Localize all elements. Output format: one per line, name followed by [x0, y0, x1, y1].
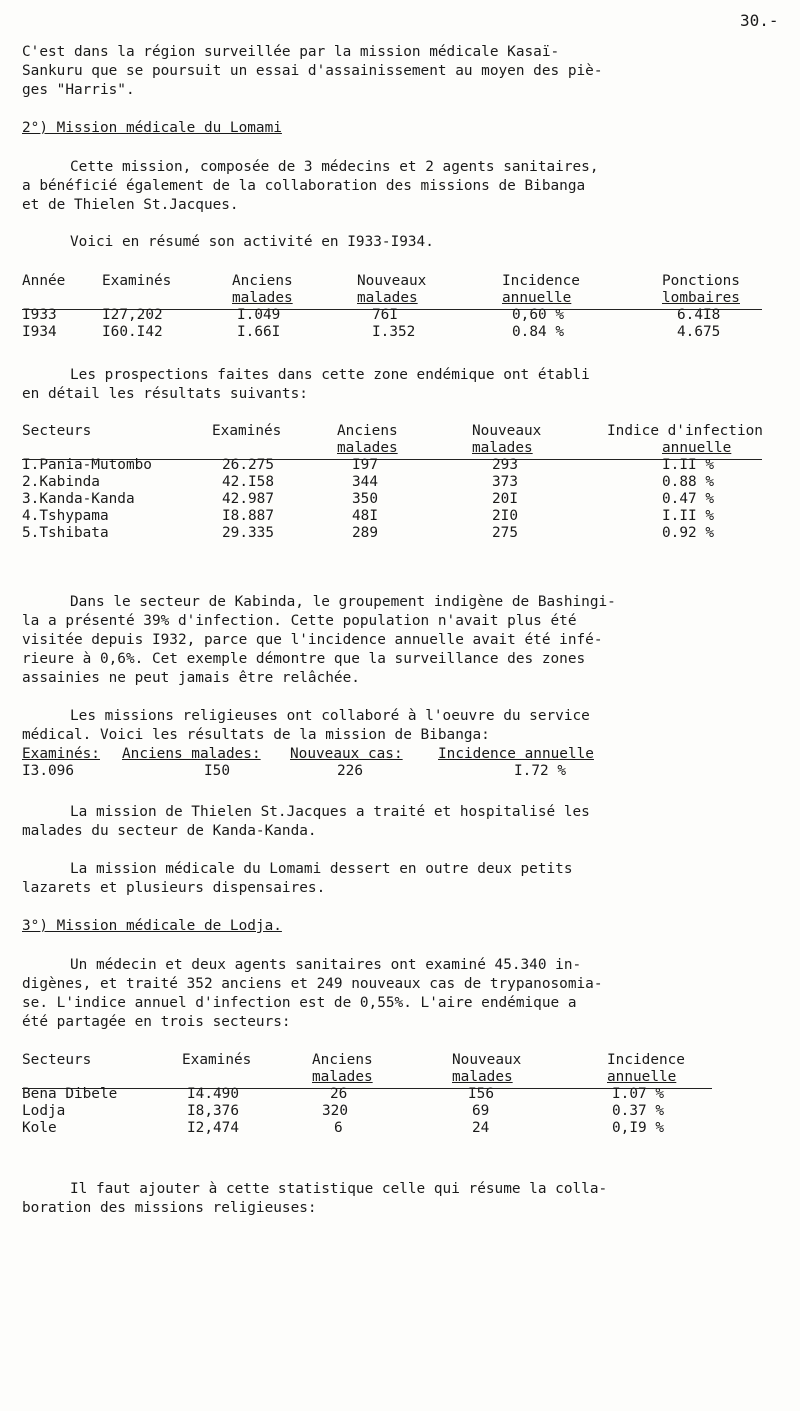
t1-h-examines: Examinés — [102, 273, 172, 289]
para5-line4: rieure à 0,6%. Cet exemple démontre que la surveillance des zones — [22, 651, 586, 667]
t1-h2-nouveaux: malades — [357, 290, 418, 306]
t2-r2-examines: 42.I58 — [222, 474, 274, 490]
t2-h-nouveaux: Nouveaux — [472, 423, 542, 439]
table-row — [22, 1120, 782, 1137]
t4-r2-anciens: 320 — [322, 1103, 348, 1119]
para9-line2: digènes, et traité 352 anciens et 249 nouveaux cas de trypanosomia- — [22, 976, 603, 992]
t1-r1-nouveaux: 76I — [372, 307, 398, 323]
table-bibanga — [22, 746, 782, 780]
table3-header — [22, 746, 782, 763]
para7-line2: malades du secteur de Kanda-Kanda. — [22, 823, 317, 839]
para1-line1: C'est dans la région surveillée par la mission médicale Kasaï- — [22, 44, 560, 60]
t3-examines: I3.096 — [22, 763, 74, 779]
para7-line1: La mission de Thielen St.Jacques a traité et hospitalisé les — [70, 804, 590, 820]
para8-line1: La mission médicale du Lomami dessert en outre deux petits — [70, 861, 573, 877]
para9-line3: se. L'indice annuel d'infection est de 0,55%. L'aire endémique a — [22, 995, 577, 1011]
t1-h-anciens: Anciens — [232, 273, 293, 289]
para5-line3: visitée depuis I932, parce que l'incidence annuelle avait été infé- — [22, 632, 603, 648]
table-1933-1934 — [22, 273, 782, 341]
section2-title-text: 2°) Mission médicale du Lomami — [22, 120, 282, 136]
t4-r2-incidence: 0.37 % — [612, 1103, 664, 1119]
para2-line1: Cette mission, composée de 3 médecins et 2 agents sanitaires, — [70, 159, 599, 175]
t1-h2-ponctions: lombaires — [662, 290, 740, 306]
t4-r1-secteur: Bena Dibele — [22, 1086, 118, 1102]
t1-r1-incidence: 0,60 % — [512, 307, 564, 323]
t3-h-anciens: Anciens malades: — [122, 746, 261, 762]
t2-r2-nouveaux: 373 — [492, 474, 518, 490]
t4-h-secteurs: Secteurs — [22, 1052, 92, 1068]
t4-r2-secteur: Lodja — [22, 1103, 66, 1119]
section3-title-text: 3°) Mission médicale de Lodja. — [22, 918, 282, 934]
t2-r3-examines: 42.987 — [222, 491, 274, 507]
t4-r1-examines: I4.490 — [187, 1086, 239, 1102]
t1-r2-nouveaux: I.352 — [372, 324, 416, 340]
t4-r1-incidence: I.07 % — [612, 1086, 664, 1102]
t2-r2-anciens: 344 — [352, 474, 378, 490]
table4-header — [22, 1052, 782, 1069]
t2-r4-examines: I8.887 — [222, 508, 274, 524]
t3-h-incidence: Incidence annuelle — [438, 746, 594, 762]
t4-h-anciens: Anciens — [312, 1052, 373, 1068]
t2-r2-indice: 0.88 % — [662, 474, 714, 490]
section2-title — [22, 120, 782, 137]
t1-r2-ponctions: 4.675 — [677, 324, 721, 340]
table-secteurs-lomami — [22, 423, 782, 542]
section3-title — [22, 918, 782, 935]
t1-r1-ponctions: 6.4I8 — [677, 307, 721, 323]
para10-line1: Il faut ajouter à cette statistique celle qui résume la colla- — [70, 1181, 608, 1197]
t1-r1-annee: I933 — [22, 307, 57, 323]
t4-r3-incidence: 0,I9 % — [612, 1120, 664, 1136]
t1-r2-anciens: I.66I — [237, 324, 281, 340]
t4-h2-anciens: malades — [312, 1069, 373, 1085]
table4-header2 — [22, 1069, 782, 1086]
table-row — [22, 1086, 782, 1103]
t2-r1-indice: I.II % — [662, 457, 714, 473]
para1-line2: Sankuru que se poursuit un essai d'assainissement au moyen des piè- — [22, 63, 603, 79]
t2-r1-secteur: I.Pania-Mutombo — [22, 457, 152, 473]
t1-h2-anciens: malades — [232, 290, 293, 306]
para6-line1: Les missions religieuses ont collaboré à l'oeuvre du service — [70, 708, 590, 724]
t1-r1-examines: I27,202 — [102, 307, 163, 323]
t1-h2-incidence: annuelle — [502, 290, 572, 306]
para5-line5: assainies ne peut jamais être relâchée. — [22, 670, 360, 686]
t2-r1-anciens: I97 — [352, 457, 378, 473]
t3-h-nouveaux: Nouveaux cas: — [290, 746, 403, 762]
table1-header — [22, 273, 782, 290]
t4-h-nouveaux: Nouveaux — [452, 1052, 522, 1068]
t3-incidence: I.72 % — [514, 763, 566, 779]
table-secteurs-lodja — [22, 1052, 782, 1137]
t2-r5-indice: 0.92 % — [662, 525, 714, 541]
t2-h2-indice: annuelle — [662, 440, 732, 456]
table-row — [22, 457, 782, 474]
t4-h2-incidence: annuelle — [607, 1069, 677, 1085]
t2-r5-secteur: 5.Tshibata — [22, 525, 109, 541]
table-row — [22, 307, 782, 324]
t2-r1-examines: 26.275 — [222, 457, 274, 473]
t2-r4-indice: I.II % — [662, 508, 714, 524]
table-row — [22, 324, 782, 341]
t2-h2-nouveaux: malades — [472, 440, 533, 456]
t2-r5-nouveaux: 275 — [492, 525, 518, 541]
para2-line3: et de Thielen St.Jacques. — [22, 197, 239, 213]
t2-r4-nouveaux: 2I0 — [492, 508, 518, 524]
t2-h2-anciens: malades — [337, 440, 398, 456]
para4-line1: Les prospections faites dans cette zone endémique ont établi — [70, 367, 590, 383]
para6-line2: médical. Voici les résultats de la mission de Bibanga: — [22, 727, 490, 743]
t2-r4-secteur: 4.Tshypama — [22, 508, 109, 524]
table-row — [22, 525, 782, 542]
t4-r3-secteur: Kole — [22, 1120, 57, 1136]
t2-h-indice: Indice d'infection — [607, 423, 763, 439]
t2-h-secteurs: Secteurs — [22, 423, 92, 439]
t3-anciens: I50 — [204, 763, 230, 779]
t4-r1-nouveaux: I56 — [468, 1086, 494, 1102]
t4-r3-examines: I2,474 — [187, 1120, 239, 1136]
para9-line4: été partagée en trois secteurs: — [22, 1014, 291, 1030]
t4-r3-anciens: 6 — [334, 1120, 343, 1136]
t2-h-examines: Examinés — [212, 423, 282, 439]
table2-header2 — [22, 440, 782, 457]
t2-r3-nouveaux: 20I — [492, 491, 518, 507]
para1-line3: ges "Harris". — [22, 82, 135, 98]
t2-r4-anciens: 48I — [352, 508, 378, 524]
t2-h-anciens: Anciens — [337, 423, 398, 439]
para5-line1: Dans le secteur de Kabinda, le groupement indigène de Bashingi- — [70, 594, 616, 610]
t1-h-ponctions: Ponctions — [662, 273, 740, 289]
page-number: 30.- — [740, 11, 779, 30]
t1-r2-annee: I934 — [22, 324, 57, 340]
para10-line2: boration des missions religieuses: — [22, 1200, 317, 1216]
t1-h-incidence: Incidence — [502, 273, 580, 289]
para4-line2: en détail les résultats suivants: — [22, 386, 308, 402]
t2-r3-anciens: 350 — [352, 491, 378, 507]
t4-h2-nouveaux: malades — [452, 1069, 513, 1085]
t4-r2-nouveaux: 69 — [472, 1103, 490, 1119]
t4-r1-anciens: 26 — [330, 1086, 348, 1102]
para8-line2: lazarets et plusieurs dispensaires. — [22, 880, 326, 896]
t2-r5-examines: 29.335 — [222, 525, 274, 541]
t2-r3-secteur: 3.Kanda-Kanda — [22, 491, 135, 507]
t4-h-incidence: Incidence — [607, 1052, 685, 1068]
table-row — [22, 474, 782, 491]
t2-r3-indice: 0.47 % — [662, 491, 714, 507]
t1-r2-examines: I60.I42 — [102, 324, 163, 340]
table-row — [22, 1103, 782, 1120]
table-row — [22, 508, 782, 525]
t4-h-examines: Examinés — [182, 1052, 252, 1068]
table1-header2 — [22, 290, 782, 307]
t2-r2-secteur: 2.Kabinda — [22, 474, 100, 490]
t4-r3-nouveaux: 24 — [472, 1120, 490, 1136]
table-row — [22, 491, 782, 508]
t4-r2-examines: I8,376 — [187, 1103, 239, 1119]
para3: Voici en résumé son activité en I933-I934. — [70, 234, 434, 250]
para2-line2: a bénéficié également de la collaboration des missions de Bibanga — [22, 178, 586, 194]
t3-h-examines: Examinés: — [22, 746, 100, 762]
para9-line1: Un médecin et deux agents sanitaires ont examiné 45.340 in- — [70, 957, 582, 973]
t1-h-nouveaux: Nouveaux — [357, 273, 427, 289]
t1-r1-anciens: I.049 — [237, 307, 281, 323]
t1-r2-incidence: 0.84 % — [512, 324, 564, 340]
para5-line2: la a présenté 39% d'infection. Cette population n'avait plus été — [22, 613, 577, 629]
t2-r1-nouveaux: 293 — [492, 457, 518, 473]
t1-h-annee: Année — [22, 273, 66, 289]
t3-nouveaux: 226 — [337, 763, 363, 779]
table-row — [22, 763, 782, 780]
table2-header — [22, 423, 782, 440]
t2-r5-anciens: 289 — [352, 525, 378, 541]
